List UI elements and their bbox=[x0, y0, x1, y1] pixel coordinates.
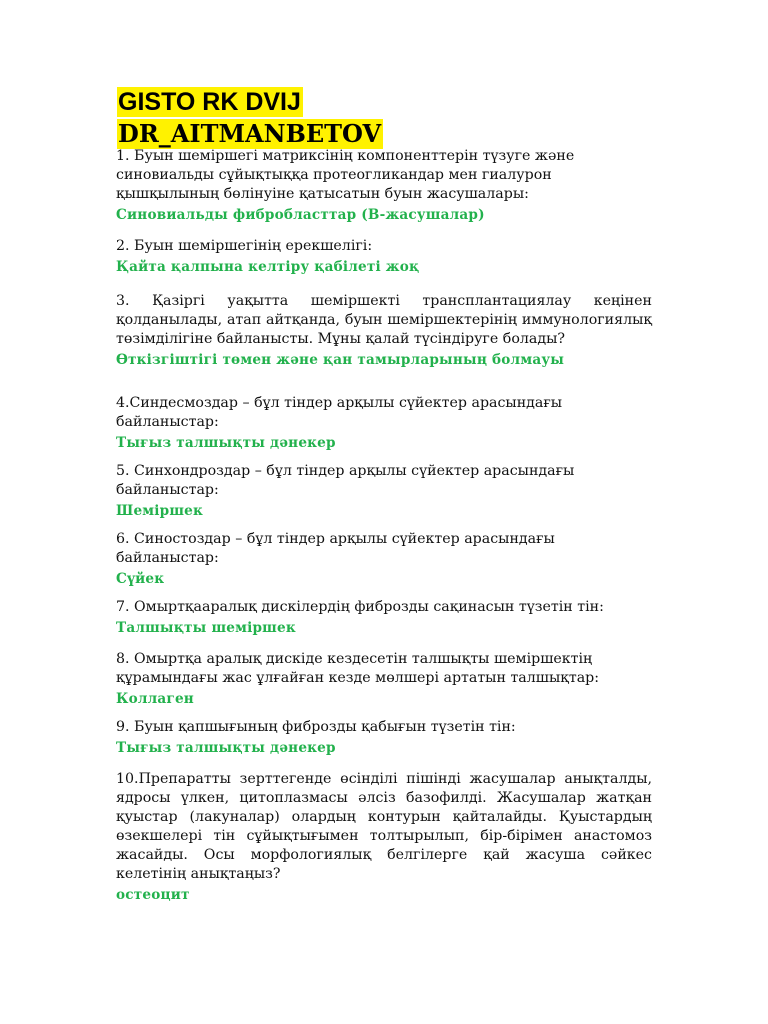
question-block-7 bbox=[116, 598, 652, 638]
question-block-5 bbox=[116, 462, 652, 521]
question-text: 8. Омыртқа аралық дискіде кездесетін талшықты шеміршектің құрамындағы жас ұлғайған кезде мөлшері артатын талшықтар: bbox=[116, 651, 600, 686]
header-title-line-1: GISTO RK DVIJ bbox=[118, 88, 301, 116]
answer-text: Өткізгіштігі төмен және қан тамырларының болмауы bbox=[116, 352, 565, 368]
question-block-9 bbox=[116, 718, 652, 758]
question-block-4 bbox=[116, 394, 652, 453]
document-header bbox=[117, 87, 383, 151]
answer-text: Шеміршек bbox=[116, 503, 204, 519]
answer-text: Тығыз талшықты дәнекер bbox=[116, 435, 336, 451]
question-block-10 bbox=[116, 770, 652, 905]
question-text: 4.Синдесмоздар – бұл тіндер арқылы сүйектер арасындағы байланыстар: bbox=[116, 395, 563, 430]
answer-text: Тығыз талшықты дәнекер bbox=[116, 740, 336, 756]
answer-text: Сүйек bbox=[116, 571, 165, 587]
question-block-3 bbox=[116, 292, 652, 370]
question-block-8 bbox=[116, 650, 652, 709]
question-text: 7. Омыртқааралық дискілердің фиброзды сақинасын түзетін тін: bbox=[116, 599, 604, 615]
answer-text: остеоцит bbox=[116, 887, 190, 903]
question-block-1 bbox=[116, 147, 652, 225]
question-text: 9. Буын қапшығының фиброзды қабығын түзетін тін: bbox=[116, 719, 516, 735]
question-text: 1. Буын шеміршегі матриксінің компоненттерін түзуге және синовиальды сұйықтыққа протеогликандар мен гиалурон қышқылының бөлінуіне қатысатын буын жасушалары: bbox=[116, 148, 575, 202]
answer-text: Синовиальды фибробласттар (В-жасушалар) bbox=[116, 207, 485, 223]
answer-text: Коллаген bbox=[116, 691, 194, 707]
header-title-line-2: DR_AITMANBETOV bbox=[118, 119, 382, 148]
question-text: 10.Препаратты зерттегенде өсінділі пішінді жасушалар анықталды, ядросы үлкен, цитоплазмасы әлсіз базофилді. Жасушалар жатқан қуыстар (лакуналар) олардың контурын қайталайды. Қуыстардың өзекшелері тін сұйықтығымен толтырылып, бір-бірімен анастомоз жасайды. Осы морфологиялық белгілерге қай жасуша сәйкес келетінің анықтаңыз? bbox=[116, 771, 652, 882]
question-text: 2. Буын шеміршегінің ерекшелігі: bbox=[116, 238, 373, 254]
question-block-2 bbox=[116, 237, 652, 277]
question-text: 3. Қазіргі уақытта шеміршекті трансплантациялау кеңінен қолданылады, атап айтқанда, буын шеміршектерінің иммунологиялық төзімділігіне байланысты. Мұны қалай түсіндіруге болады? bbox=[116, 293, 652, 347]
answer-text: Қайта қалпына келтіру қабілеті жоқ bbox=[116, 259, 420, 275]
question-text: 6. Синостоздар – бұл тіндер арқылы сүйектер арасындағы байланыстар: bbox=[116, 531, 555, 566]
question-text: 5. Синхондроздар – бұл тіндер арқылы сүйектер арасындағы байланыстар: bbox=[116, 463, 575, 498]
answer-text: Талшықты шеміршек bbox=[116, 620, 296, 636]
question-block-6 bbox=[116, 530, 652, 589]
